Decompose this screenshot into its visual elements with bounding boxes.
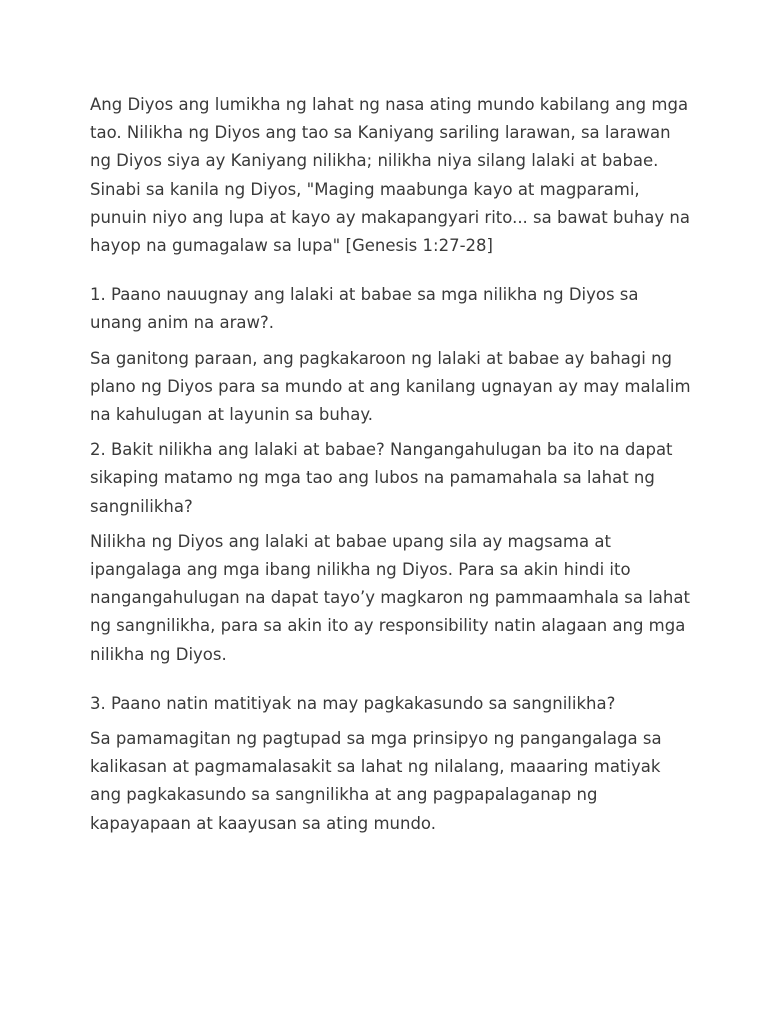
answer-3	[90, 725, 690, 838]
spacer	[90, 429, 690, 436]
question-1	[90, 281, 690, 337]
spacer	[90, 718, 690, 725]
question-3-line: 3. Paano natin matitiyak na may pagkakasundo sa sangnilikha?	[90, 693, 616, 713]
intro-line: punuin niyo ang lupa at kayo ay makapangyari rito... sa bawat buhay na	[90, 207, 690, 227]
intro-paragraph	[90, 91, 690, 260]
intro-line: tao. Nilikha ng Diyos ang tao sa Kaniyang sariling larawan, sa larawan	[90, 123, 671, 143]
answer-1-line: Sa ganitong paraan, ang pagkakaroon ng lalaki at babae ay bahagi ng	[90, 348, 672, 368]
question-2-line: sikaping matamo ng mga tao ang lubos na pamamahala sa lahat ng	[90, 468, 655, 488]
spacer	[90, 338, 690, 345]
spacer	[90, 521, 690, 528]
intro-line: hayop na gumagalaw sa lupa" [Genesis 1:27-28]	[90, 236, 493, 256]
answer-2-line: ipangalaga ang mga ibang nilikha ng Diyos. Para sa akin hindi ito	[90, 560, 631, 580]
answer-3-line: kapayapaan at kaayusan sa ating mundo.	[90, 813, 436, 833]
answer-1-line: na kahulugan at layunin sa buhay.	[90, 405, 374, 425]
question-3	[90, 690, 690, 718]
question-1-line: 1. Paano nauugnay ang lalaki at babae sa mga nilikha ng Diyos sa	[90, 285, 639, 305]
answer-3-line: ang pagkakasundo sa sangnilikha at ang pagpapalaganap ng	[90, 785, 598, 805]
question-2-line: sangnilikha?	[90, 496, 193, 516]
answer-2-line: Nilikha ng Diyos ang lalaki at babae upang sila ay magsama at	[90, 531, 611, 551]
question-2	[90, 436, 690, 521]
answer-3-line: kalikasan at pagmamalasakit sa lahat ng nilalang, maaaring matiyak	[90, 757, 661, 777]
spacer	[90, 260, 690, 281]
answer-2-line: nangangahulugan na dapat tayo’y magkaron ng pammaamhala sa lahat	[90, 588, 690, 608]
question-1-line: unang anim na araw?.	[90, 313, 274, 333]
intro-line: Sinabi sa kanila ng Diyos, "Maging maabunga kayo at magparami,	[90, 179, 640, 199]
intro-line: ng Diyos siya ay Kaniyang nilikha; nilikha niya silang lalaki at babae.	[90, 151, 659, 171]
answer-3-line: Sa pamamagitan ng pagtupad sa mga prinsipyo ng pangangalaga sa	[90, 729, 662, 749]
answer-2	[90, 528, 690, 669]
question-2-line: 2. Bakit nilikha ang lalaki at babae? Nangangahulugan ba ito na dapat	[90, 440, 673, 460]
spacer	[90, 669, 690, 690]
answer-2-line: ng sangnilikha, para sa akin ito ay responsibility natin alagaan ang mga	[90, 616, 686, 636]
intro-line: Ang Diyos ang lumikha ng lahat ng nasa ating mundo kabilang ang mga	[90, 95, 689, 114]
document-body	[90, 91, 690, 838]
answer-1-line: plano ng Diyos para sa mundo at ang kanilang ugnayan ay may malalim	[90, 376, 691, 396]
answer-1	[90, 345, 690, 430]
answer-2-line: nilikha ng Diyos.	[90, 644, 227, 664]
